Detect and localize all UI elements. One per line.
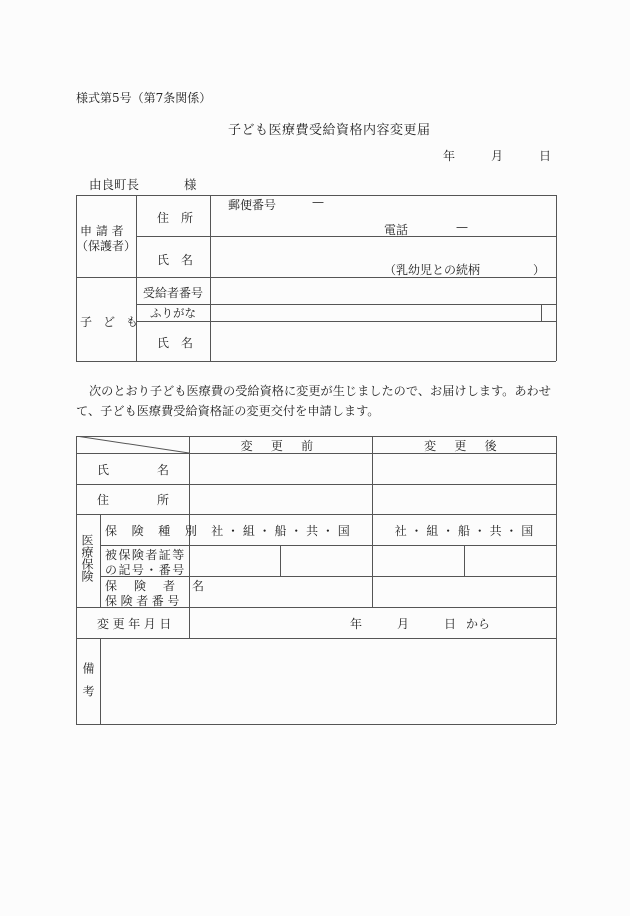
insurance-type-label: 保 険 種 別 [105,524,203,538]
card-number-label-1: 被保険者証等 [105,548,186,562]
address-before-field[interactable] [190,485,372,514]
insurance-type-before-options[interactable]: 社 ・ 組 ・ 船 ・ 共 ・ 国 [211,523,350,538]
name-after-field[interactable] [373,454,556,484]
name-label-b: 名 [157,463,170,477]
furigana-small-box-divider [541,304,542,321]
relation-close: ） [533,263,546,277]
card-number-before-field[interactable] [281,546,372,576]
diagonal-header-line [76,436,190,454]
card-number-after-field[interactable] [465,546,556,576]
date-year-field[interactable] [400,143,440,163]
phone-label: 電話 [384,223,409,237]
card-symbol-before-field[interactable] [190,546,280,576]
applicant-name-label: 氏 名 [157,253,194,267]
postal-code-label: 郵便番号 [228,198,277,212]
insurance-group-label: 医療保険 [80,534,94,582]
date-month-field[interactable] [457,143,489,163]
change-date-field[interactable] [190,608,556,638]
insurer-name-label: 保 険 者 名 [105,579,211,593]
date-day-label: 日 [539,149,552,163]
remarks-label: 備考 [81,662,95,708]
insurer-before-field[interactable] [190,577,372,607]
table-border-left [76,436,77,724]
address-after-field[interactable] [373,485,556,514]
address-label-b: 所 [157,493,170,507]
recipient-number-field[interactable] [211,278,556,304]
relation-label: （乳幼児との続柄 [384,263,481,277]
address-label-a: 住 [97,493,110,507]
applicant-address-field[interactable] [211,196,556,236]
change-date-label: 変更年月日 [97,617,176,631]
recipient-number-label: 受給者番号 [143,286,204,300]
applicant-guardian-label: （保護者） [76,239,137,253]
insurer-number-label: 保険者番号 [105,594,184,608]
change-date-from: から [466,617,491,631]
name-label-a: 氏 [97,463,110,477]
addressee-honorific: 様 [184,177,197,192]
change-date-year: 年 [350,617,363,631]
table-border-left [76,195,77,361]
statement-line-1: 次のとおり子ども医療費の受給資格に変更が生じましたので、お届けします。あわせ [89,384,551,398]
after-header: 変 更 後 [424,438,504,453]
before-header: 変 更 前 [240,438,321,453]
insurance-type-after-options[interactable]: 社 ・ 組 ・ 船 ・ 共 ・ 国 [394,523,534,538]
addressee-name: 由良町長 [89,177,140,192]
postal-code-dash: — [312,195,324,209]
card-symbol-after-field[interactable] [373,546,464,576]
table-border-bottom [76,361,556,362]
phone-dash: — [456,220,468,234]
col-divider [136,195,137,361]
statement-line-2: て、子ども医療費受給資格証の変更交付を申請します。 [76,404,380,418]
change-date-day: 日 [444,617,457,631]
table-border-right [556,436,557,724]
insurance-subcol-divider [100,514,101,607]
page-title: 子ども医療費受給資格内容変更届 [228,123,431,138]
date-year-label: 年 [443,149,456,163]
table-border-right [556,195,557,361]
child-name-label: 氏 名 [157,336,194,350]
insurer-after-field[interactable] [373,577,556,607]
date-day-field[interactable] [505,143,537,163]
furigana-field[interactable] [211,305,541,321]
form-number: 様式第5号（第7条関係） [76,91,212,105]
child-label: 子 ど も [80,315,142,329]
address-label: 住 所 [157,211,194,225]
applicant-name-field[interactable] [211,237,556,277]
applicant-label: 申 請 者 [80,224,124,238]
change-date-month: 月 [397,617,410,631]
table-border-bottom [76,724,556,725]
child-name-field[interactable] [211,322,556,361]
furigana-label: ふりがな [150,306,196,320]
date-month-label: 月 [491,149,504,163]
remarks-field[interactable] [101,639,556,724]
card-number-label-2: の記号・番号 [105,563,186,577]
name-before-field[interactable] [190,454,372,484]
